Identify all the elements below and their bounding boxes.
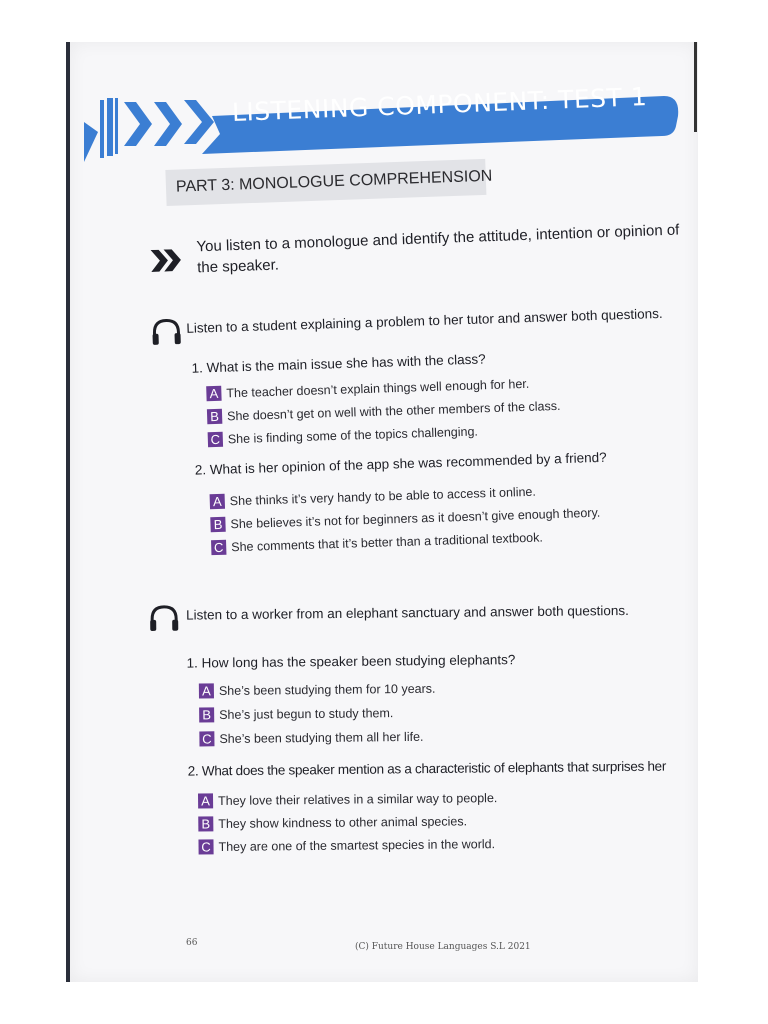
- page-edge: [694, 42, 697, 132]
- instruction-text: You listen to a monologue and identify the attitude, intention or opinion of the speaker.: [196, 221, 680, 277]
- answer-option: [199, 705, 393, 722]
- option-letter-badge: C: [198, 840, 213, 855]
- headphones-icon: [148, 604, 180, 632]
- option-text: She thinks it’s very handy to be able to access it online.: [229, 484, 537, 509]
- option-letter-badge: A: [206, 386, 221, 401]
- option-letter-badge: A: [198, 794, 213, 809]
- option-letter-badge: C: [208, 432, 223, 447]
- question-text: 1. What is the main issue she has with the class?: [191, 351, 486, 376]
- question-text: 1. How long has the speaker been studying elephants?: [186, 652, 516, 671]
- option-text: She’s just begun to study them.: [219, 706, 394, 722]
- question-text: 2. What does the speaker mention as a characteristic of elephants that surprises her: [187, 758, 667, 779]
- option-letter-badge: B: [199, 708, 214, 723]
- title-banner: [84, 82, 680, 162]
- option-text: The teacher doesn’t explain things well enough for her.: [226, 376, 530, 401]
- section-heading: Listen to a student explaining a problem to her tutor and answer both questions.: [186, 305, 663, 336]
- option-text: She doesn’t get on well with the other members of the class.: [226, 398, 561, 424]
- option-text: They show kindness to other animal species.: [218, 814, 468, 831]
- question-text: 2. What is her opinion of the app she was recommended by a friend?: [194, 449, 607, 478]
- binding-edge: [66, 42, 70, 982]
- option-letter-badge: B: [210, 517, 225, 532]
- option-text: They love their relatives in a similar way to people.: [217, 791, 498, 808]
- option-letter-badge: A: [199, 684, 214, 699]
- headphones-icon: [150, 317, 183, 346]
- option-text: She’s been studying them for 10 years.: [218, 681, 436, 698]
- option-letter-badge: B: [198, 817, 213, 832]
- option-text: She’s been studying them all her life.: [219, 729, 424, 746]
- answer-option: [198, 790, 497, 808]
- answer-option: [199, 729, 423, 747]
- option-letter-badge: A: [210, 494, 225, 509]
- answer-option: [198, 814, 467, 832]
- part-title: PART 3: MONOLOGUE COMPREHENSION: [175, 167, 493, 196]
- option-letter-badge: C: [211, 540, 226, 555]
- section-heading: Listen to a worker from an elephant sanctuary and answer both questions.: [186, 602, 629, 623]
- option-letter-badge: B: [207, 409, 222, 424]
- page-number: 66: [186, 938, 198, 948]
- answer-option: [198, 836, 495, 854]
- option-letter-badge: C: [199, 732, 214, 747]
- copyright-footer: (C) Future House Languages S.L 2021: [355, 942, 531, 952]
- option-text: She is finding some of the topics challenging.: [227, 424, 479, 447]
- double-chevron-icon: [151, 249, 184, 272]
- option-text: She comments that it’s better than a traditional textbook.: [231, 530, 544, 555]
- option-text: They are one of the smartest species in the world.: [218, 837, 496, 854]
- answer-option: [199, 681, 436, 699]
- page-title: LISTENING COMPONENT: TEST 1: [231, 82, 648, 127]
- option-text: She believes it’s not for beginners as it doesn’t give enough theory.: [230, 505, 601, 532]
